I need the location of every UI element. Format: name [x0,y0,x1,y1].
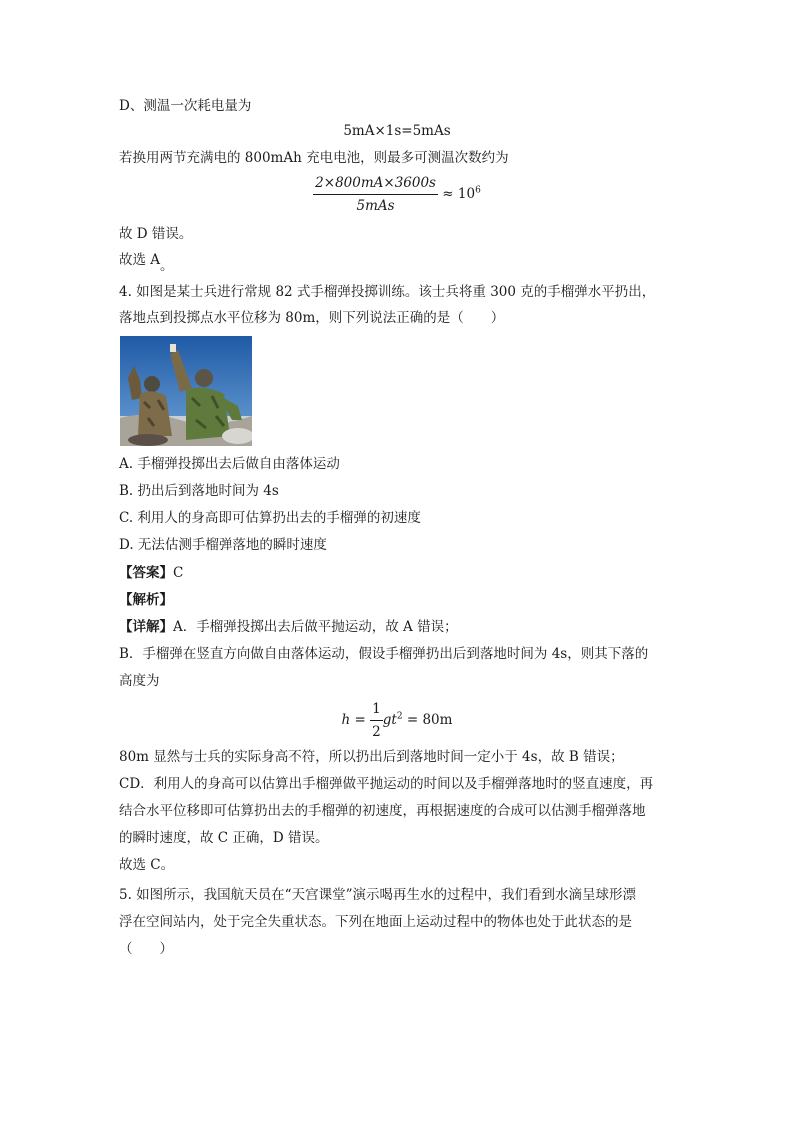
equation-energy: 5mA×1s=5mAs [343,123,451,139]
option-d-label: D、测温一次耗电量为 [119,98,252,114]
battery-text: 若换用两节充满电的 800mAh 充电电池，则最多可测温次数约为 [119,150,509,166]
choose-c-text: 故选 C。 [119,857,175,873]
detail-cd-line3: 的瞬时速度，故 C 正确，D 错误。 [119,830,329,846]
analysis-tag: 【解析】 [119,592,173,608]
answer-value: C [173,565,184,581]
equation-count-numerator: 2×800mA×3600s [313,174,438,195]
equation-count [0,174,794,215]
equation-count-rhs: ≈ 10 [442,186,476,202]
equation-height-denominator: 2 [372,724,381,740]
soldier-photo [120,336,252,446]
question-5-stem-line3: （ ） [119,941,173,957]
equation-height-fraction [370,700,383,741]
equation-height-exponent: 2 [396,711,403,722]
detail-b-line1: B．手榴弹在竖直方向做自由落体运动，假设手榴弹扔出后到落地时间为 4s，则其下落的 [119,646,649,662]
detail-a-text: A．手榴弹投掷出去后做平抛运动，故 A 错误； [173,619,458,635]
choose-a-label: 故选 A [119,252,161,268]
question-4-option-b: B. 扔出后到落地时间为 4s [119,483,279,499]
equation-count-denominator: 5mAs [356,198,395,214]
equation-height-gt: gt [382,712,397,728]
equation-height-equals: = [354,712,366,728]
question-4-stem-line2: 落地点到投掷点水平位移为 80m，则下列说法正确的是（ ） [119,310,505,326]
answer-tag: 【答案】 [119,565,173,581]
question-5-stem-line2: 浮在空间站内，处于完全失重状态。下列在地面上运动过程中的物体也处于此状态的是 [119,914,632,930]
choose-a-mark: 。 [160,258,174,274]
equation-height [0,700,794,741]
question-4-option-d: D. 无法估测手榴弹落地的瞬时速度 [119,537,327,553]
detail-cd-line2: 结合水平位移即可估算扔出去的手榴弹的初速度，再根据速度的合成可以估测手榴弹落地 [119,803,646,819]
detail-tag: 【详解】 [119,619,173,635]
detail-b-line2: 高度为 [119,673,160,689]
equation-height-numerator: 1 [370,700,383,721]
question-4-option-c: C. 利用人的身高即可估算扔出去的手榴弹的初速度 [119,510,421,526]
equation-height-rhs: = 80m [406,712,453,728]
equation-count-fraction [313,174,438,215]
detail-a-line [119,617,458,637]
soldier-photo-illustration [120,336,252,446]
choose-a-text [119,250,174,274]
question-5-stem-line1: 5. 如图所示，我国航天员在“天宫课堂”演示喝再生水的过程中，我们看到水滴呈球形漂 [119,887,636,903]
question-4-stem-line1: 4. 如图是某士兵进行常规 82 式手榴弹投掷训练。该士兵将重 300 克的手榴弹水平扔出， [119,284,656,300]
equation-count-exponent: 6 [475,185,481,196]
question-4-option-a: A. 手榴弹投掷出去后做自由落体运动 [119,456,340,472]
detail-b-line3: 80m 显然与士兵的实际身高不符，所以扔出后到落地时间一定小于 4s，故 B 错误； [119,749,624,765]
d-wrong-text: 故 D 错误。 [119,226,193,242]
equation-height-h: h [341,712,351,728]
detail-cd-line1: CD．利用人的身高可以估算出手榴弹做平抛运动的时间以及手榴弹落地时的竖直速度，再 [119,776,654,792]
answer-line [119,563,183,583]
